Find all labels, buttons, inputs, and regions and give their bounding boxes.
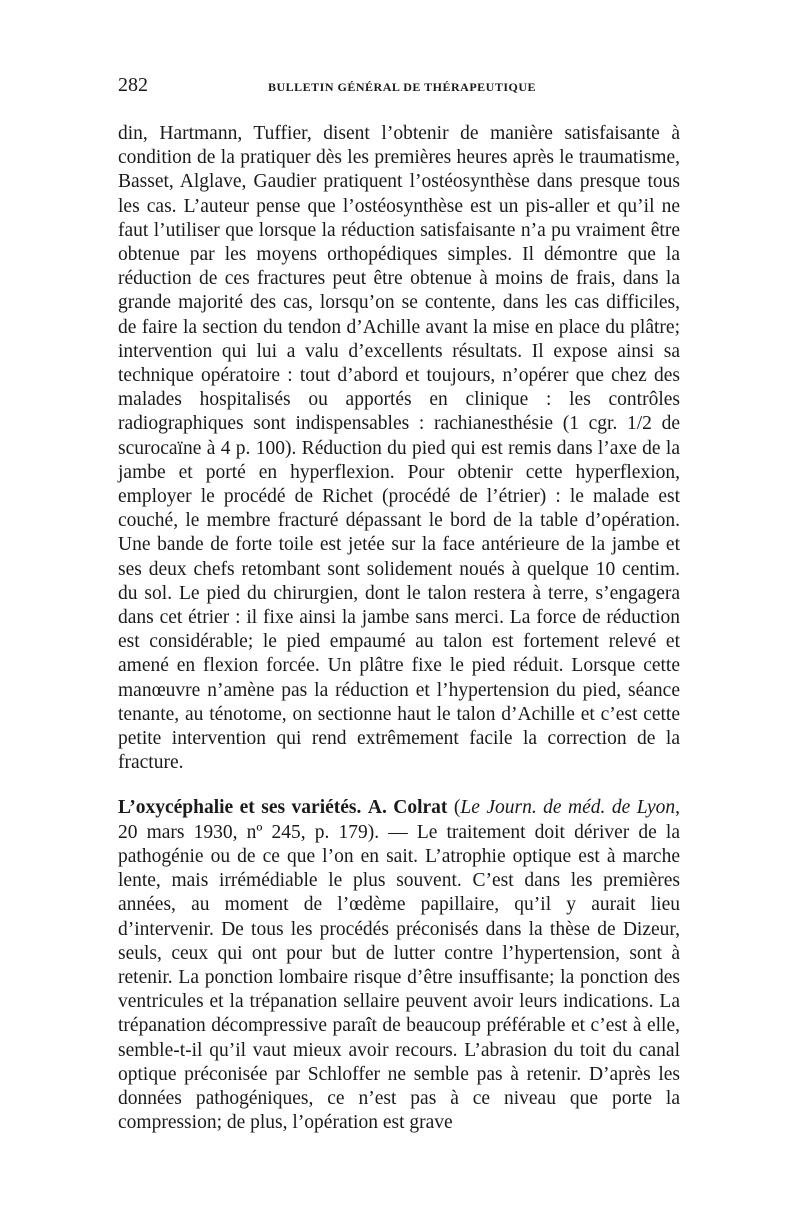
source-details: , 20 mars 1930, nº 245, p. 179). — xyxy=(118,797,680,843)
page-number: 282 xyxy=(118,74,148,96)
paragraph-2 xyxy=(118,796,680,1135)
journal-name: Le Journ. de méd. de Lyon xyxy=(460,797,676,819)
paragraph-1: din, Hartmann, Tuffier, disent l’obtenir de manière satisfaisante à condition de la pratiquer dès les premières heures après le traumatisme, Basset, Alglave, Gaudier pratiquent l’ostéosynthèse dans presque tous les cas. L’auteur pense que l’ostéosynthèse est un pis-aller et qu’il ne faut l’utiliser que lorsque la réduction satisfaisante n’a pu vraiment être obtenue par les moyens orthopédiques simples. Il démontre que la réduction de ces fractures peut être obtenue à moins de frais, dans la grande majorité des cas, lorsqu’on se contente, dans les cas difficiles, de faire la section du tendon d’Achille avant la mise en place du plâtre; intervention qui lui a valu d’excellents résultats. Il expose ainsi sa technique opératoire : tout d’abord et toujours, n’opérer que chez des malades hospitalisés ou apportés en clinique : les contrôles radiographiques sont indispensables : rachianesthésie (1 cgr. 1/2 de scurocaïne à 4 p. 100). Réduction du pied qui est remis dans l’axe de la jambe et porté en hyperflexion. Pour obtenir cette hyperflexion, employer le procédé de Richet (procédé de l’étrier) : le malade est couché, le membre fracturé dépassant le bord de la table d’opération. Une bande de forte toile est jetée sur la face antérieure de la jambe et ses deux chefs retombant sont solidement noués à quelque 10 centim. du sol. Le pied du chirurgien, dont le talon restera à terre, s’engagera dans cet étrier : il fixe ainsi la jambe sans merci. La force de réduction est considérable; le pied empaumé au talon est fortement relevé et amené en flexion forcée. Un plâtre fixe le pied réduit. Lorsque cette manœuvre n’amène pas la réduction et l’hypertension du pied, séance tenante, au ténotome, on sectionne haut le talon d’Achille et c’est cette petite intervention qui rend extrêmement facile la correction de la fracture. xyxy=(118,123,680,774)
paragraph-2-text: Le traitement doit dériver de la pathogénie ou de ce que l’on en sait. L’atrophie optique est à marche lente, mais irrémédiable le plus souvent. C’est dans les premières années, au moment de l’œdème papillaire, qu’il y aurait lieu d’intervenir. De tous les procédés préconisés dans la thèse de Dizeur, seuls, ceux qui ont pour but de lutter contre l’hypertension, sont à retenir. La ponction lombaire risque d’être insuffisante; la ponction des ventricules et la trépanation sellaire peuvent avoir leurs indications. La trépanation décompressive paraît de beaucoup préférable et c’est à elle, semble-t-il qu’il vaut mieux avoir recours. L’abrasion du toit du canal optique préconisée par Schloffer ne semble pas à retenir. D’après les données pathogéniques, ce n’est pas à ce niveau que porte la compression; de plus, l’opération est grave xyxy=(118,821,680,1134)
article-title: L’oxycéphalie et ses variétés. xyxy=(118,797,362,819)
article-author: A. Colrat xyxy=(367,797,448,819)
page-header xyxy=(118,70,680,100)
running-title: BULLETIN GÉNÉRAL DE THÉRAPEUTIQUE xyxy=(268,80,537,94)
body-text xyxy=(118,122,680,1135)
source-open: ( xyxy=(447,797,461,819)
